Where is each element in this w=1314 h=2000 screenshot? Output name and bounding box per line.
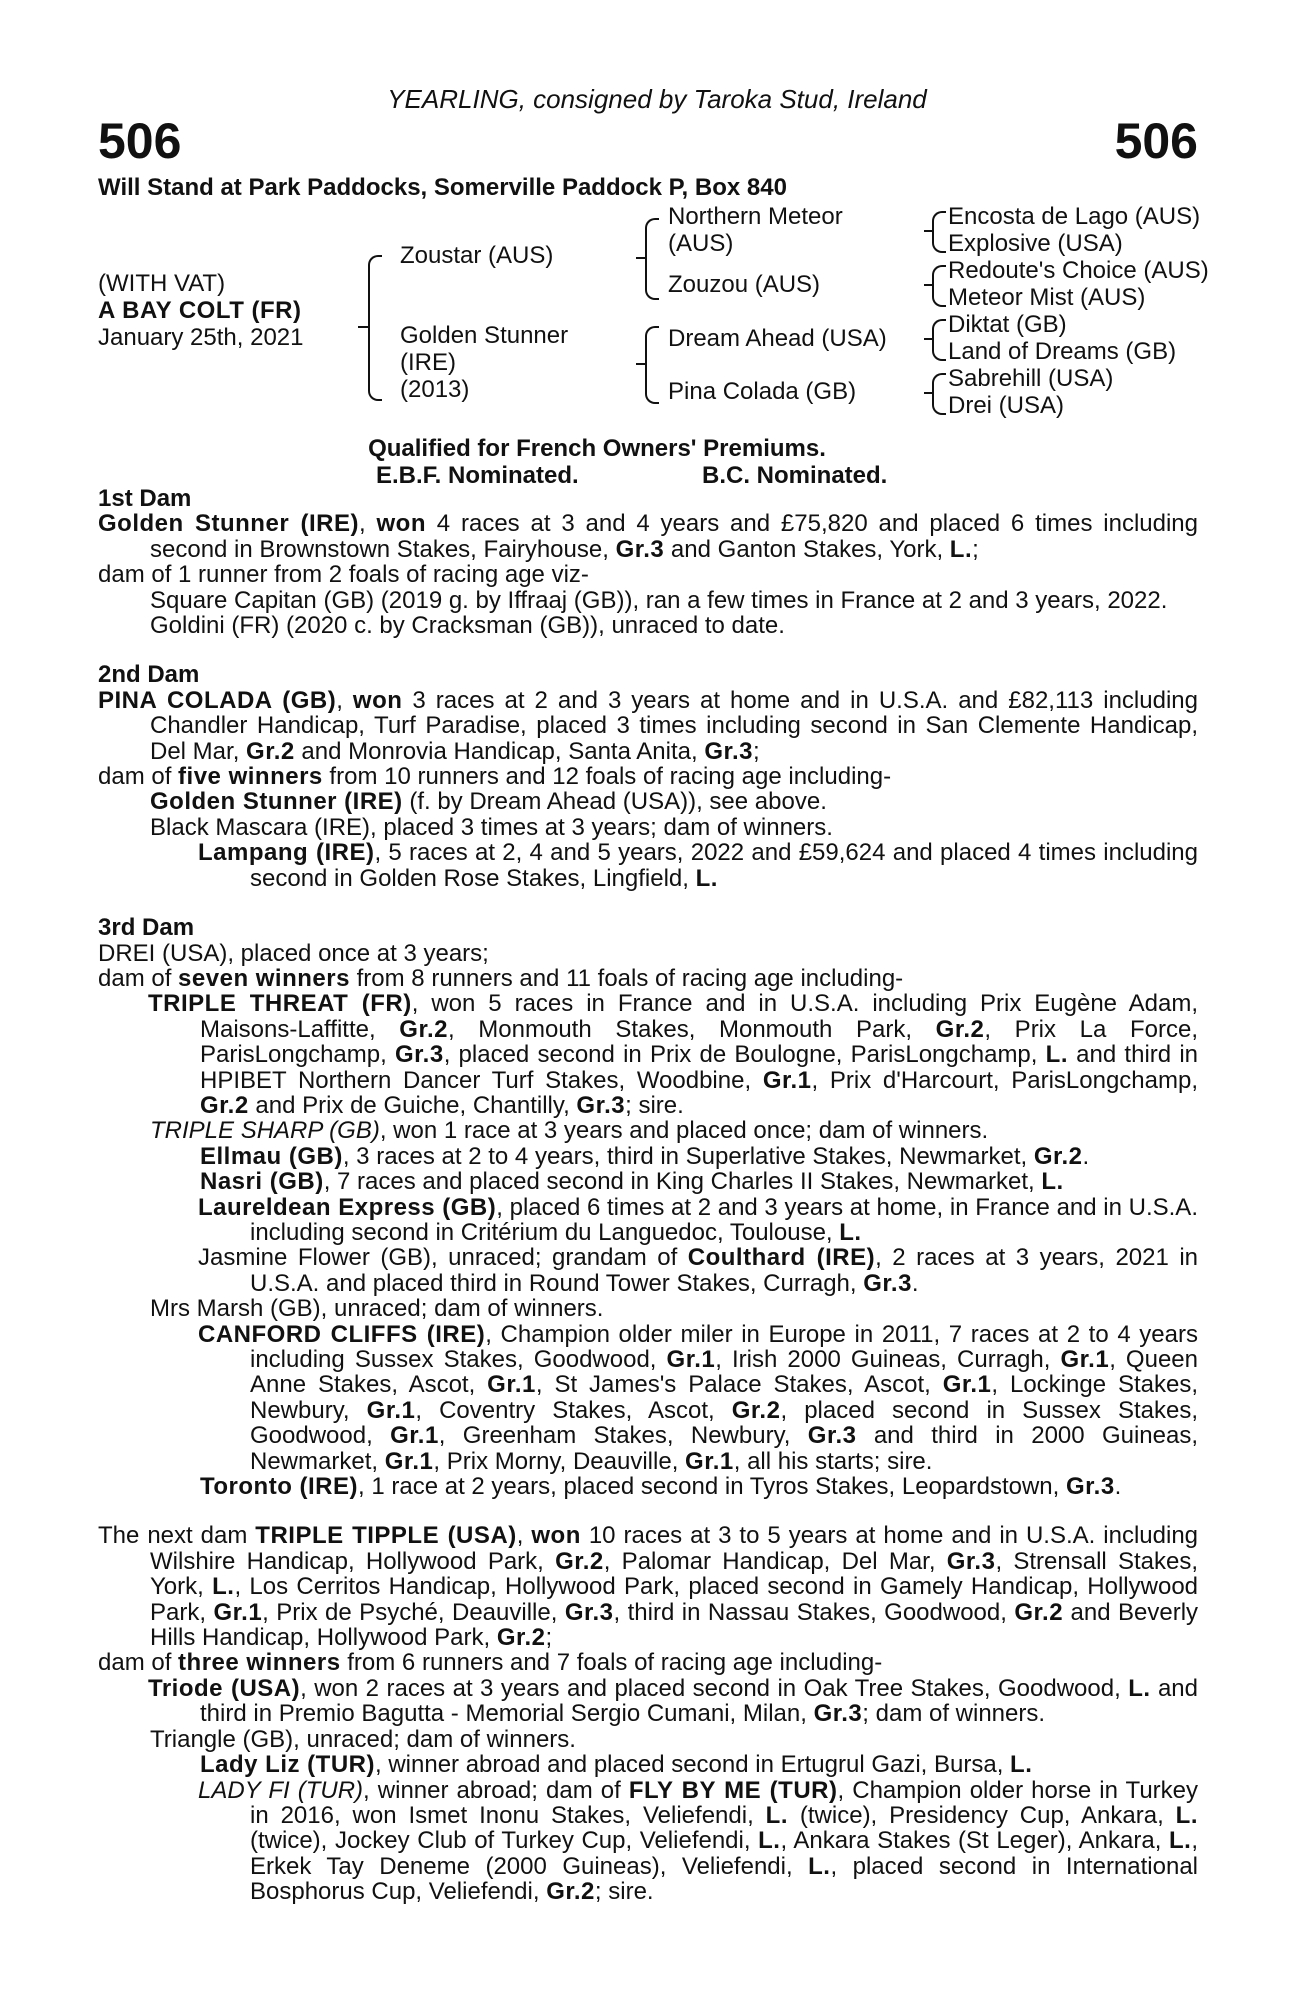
stand-location: Will Stand at Park Paddocks, Somerville Paddock P, Box 840 — [98, 174, 787, 201]
pedigree-sds: Redoute's Choice (AUS) — [948, 257, 1209, 284]
lot-number-left: 506 — [98, 113, 182, 169]
pedigree-dam-line3: (2013) — [400, 376, 470, 403]
pedigree-brace — [932, 265, 946, 307]
section-heading-3rd-dam: 3rd Dam — [98, 914, 195, 942]
produce-entry: Lampang (IRE), 5 races at 2, 4 and 5 years, 2022 and £59,624 and placed 4 times including second in Golden Rose Stakes, Lingfield, L. — [198, 839, 1199, 892]
pedigree-brace-tip — [358, 326, 368, 328]
produce-entry: Black Mascara (IRE), placed 3 times at 3 years; dam of winners. — [150, 813, 833, 841]
produce-entry: CANFORD CLIFFS (IRE), Champion older miler in Europe in 2011, 7 races at 2 to 4 years including Sussex Stakes, Goodwood, Gr.1, Irish 2000 Guineas, Curragh, Gr.1, Queen Anne Stakes, Ascot, Gr.1, St James's Palace Stakes, Ascot, Gr.1, Lockinge Stakes, Newbury, Gr.1, Coventry Stakes, Ascot, Gr.2, placed second in Sussex Stakes, Goodwood, Gr.1, Greenham Stakes, Newbury, Gr.3 and third in 2000 Guineas, Newmarket, Gr.1, Prix Morny, Deauville, Gr.1, all his starts; sire. — [198, 1320, 1199, 1475]
lot-number-right: 506 — [1114, 113, 1198, 169]
produce-entry: Laureldean Express (GB), placed 6 times at 2 and 3 years at home, in France and in U.S.A. including second in Critérium du Languedoc, Toulouse, L. — [198, 1193, 1198, 1246]
produce-entry: Jasmine Flower (GB), unraced; grandam of Coulthard (IRE), 2 races at 3 years, 2021 in U.S.A. and placed third in Round Tower Stakes, Curragh, Gr.3. — [198, 1244, 1199, 1297]
produce-entry: Square Capitan (GB) (2019 g. by Iffraaj (GB)), ran a few times in France at 2 and 3 years, 2022. — [150, 586, 1168, 614]
pedigree-ddd: Drei (USA) — [948, 392, 1065, 419]
produce-entry: TRIPLE SHARP (GB), won 1 race at 3 years and placed once; dam of winners. — [150, 1117, 989, 1145]
pedigree-dss: Diktat (GB) — [948, 311, 1067, 338]
vat-note: (WITH VAT) — [98, 270, 226, 297]
pedigree-sire: Zoustar (AUS) — [400, 242, 554, 269]
first-dam-produce-summary: dam of 1 runner from 2 foals of racing age viz- — [98, 561, 589, 589]
produce-entry: Toronto (IRE), 1 race at 2 years, placed second in Tyros Stakes, Leopardstown, Gr.3. — [200, 1473, 1122, 1501]
pedigree-sire-sire-line2: (AUS) — [668, 230, 734, 257]
produce-entry: Triangle (GB), unraced; dam of winners. — [150, 1725, 576, 1753]
pedigree-dam-dam: Pina Colada (GB) — [668, 378, 857, 405]
pedigree-dds: Sabrehill (USA) — [948, 365, 1114, 392]
pedigree-dam-line2: (IRE) — [400, 349, 456, 376]
pedigree-brace — [932, 211, 946, 253]
produce-entry: LADY FI (TUR), winner abroad; dam of FLY BY ME (TUR), Champion older horse in Turkey in 2016, won Ismet Inonu Stakes, Veliefendi, L. (twice), Presidency Cup, Ankara, L. (twice), Jockey Club of Turkey Cup, Veliefendi, L., Ankara Stakes (St Leger), Ankara, L., Erkek Tay Deneme (2000 Guineas), Veliefendi, L., placed second in International Bosphorus Cup, Veliefendi, Gr.2; sire. — [198, 1776, 1199, 1906]
pedigree-brace — [645, 218, 659, 300]
produce-entry: Golden Stunner (IRE) (f. by Dream Ahead (USA)), see above. — [150, 788, 827, 816]
pedigree-brace-tip — [924, 284, 934, 286]
pedigree-brace — [645, 326, 659, 404]
dam-records — [98, 486, 1198, 1905]
next-dam-record: The next dam TRIPLE TIPPLE (USA), won 10 races at 3 to 5 years at home and in U.S.A. including Wilshire Handicap, Hollywood Park, Gr.2, Palomar Handicap, Del Mar, Gr.3, Strensall Stakes, York, L., Los Cerritos Handicap, Hollywood Park, placed second in Gamely Handicap, Hollywood Park, Gr.1, Prix de Psyché, Deauville, Gr.3, third in Nassau Stakes, Goodwood, Gr.2 and Beverly Hills Handicap, Hollywood Park, Gr.2; — [98, 1522, 1199, 1652]
pedigree-brace-tip — [924, 230, 934, 232]
pedigree-brace — [368, 255, 382, 401]
third-dam-produce-summary: dam of seven winners from 8 runners and 11 foals of racing age including- — [98, 964, 904, 992]
produce-entry: TRIPLE THREAT (FR), won 5 races in France and in U.S.A. including Prix Eugène Adam, Maisons-Laffitte, Gr.2, Monmouth Stakes, Monmouth Park, Gr.2, Prix La Force, ParisLongchamp, Gr.3, placed second in Prix de Boulogne, ParisLongchamp, L. and third in HPIBET Northern Dancer Turf Stakes, Woodbine, Gr.1, Prix d'Harcourt, ParisLongchamp, Gr.2 and Prix de Guiche, Chantilly, Gr.3; sire. — [148, 990, 1199, 1119]
pedigree-brace-tip — [636, 363, 646, 365]
foaling-date: January 25th, 2021 — [98, 324, 304, 351]
french-premiums-note: Qualified for French Owners' Premiums. — [368, 435, 826, 462]
pedigree-brace — [932, 373, 946, 415]
produce-entry: Mrs Marsh (GB), unraced; dam of winners. — [150, 1295, 604, 1323]
pedigree-sss: Encosta de Lago (AUS) — [948, 203, 1201, 230]
section-heading-1st-dam: 1st Dam — [98, 485, 192, 512]
first-dam-record: Golden Stunner (IRE), won 4 races at 3 and 4 years and £75,820 and placed 6 times including second in Brownstown Stakes, Fairyhouse, Gr.3 and Ganton Stakes, York, L.; — [98, 510, 1198, 563]
pedigree-brace-tip — [924, 392, 934, 394]
consignment-header: YEARLING, consigned by Taroka Stud, Ireland — [387, 84, 927, 114]
pedigree-ssd: Explosive (USA) — [948, 230, 1123, 257]
produce-entry: Ellmau (GB), 3 races at 2 to 4 years, third in Superlative Stakes, Newmarket, Gr.2. — [200, 1142, 1090, 1170]
pedigree-sire-sire-line1: Northern Meteor — [668, 203, 843, 230]
produce-entry: Goldini (FR) (2020 c. by Cracksman (GB)), unraced to date. — [150, 612, 785, 640]
pedigree-dam-sire: Dream Ahead (USA) — [668, 325, 887, 352]
next-dam-produce-summary: dam of three winners from 6 runners and 7 foals of racing age including- — [98, 1649, 883, 1677]
pedigree-sdd: Meteor Mist (AUS) — [948, 284, 1146, 311]
second-dam-record: PINA COLADA (GB), won 3 races at 2 and 3 years at home and in U.S.A. and £82,113 including Chandler Handicap, Turf Paradise, placed 3 times including second in San Clemente Handicap, Del Mar, Gr.2 and Monrovia Handicap, Santa Anita, Gr.3; — [98, 686, 1198, 765]
ebf-nomination: E.B.F. Nominated. — [376, 462, 579, 489]
horse-name: A BAY COLT (FR) — [98, 297, 302, 324]
pedigree-brace-tip — [924, 338, 934, 340]
pedigree-brace — [932, 319, 946, 361]
pedigree-sire-dam: Zouzou (AUS) — [668, 271, 821, 298]
second-dam-produce-summary: dam of five winners from 10 runners and 12 foals of racing age including- — [98, 763, 892, 791]
pedigree-dam-line1: Golden Stunner — [400, 322, 569, 349]
produce-entry: Nasri (GB), 7 races and placed second in King Charles II Stakes, Newmarket, L. — [200, 1168, 1064, 1196]
pedigree-dsd: Land of Dreams (GB) — [948, 338, 1177, 365]
third-dam-record: DREI (USA), placed once at 3 years; — [98, 939, 489, 967]
section-heading-2nd-dam: 2nd Dam — [98, 661, 200, 689]
produce-entry: Triode (USA), won 2 races at 3 years and placed second in Oak Tree Stakes, Goodwood, L. and third in Premio Bagutta - Memorial Sergio Cumani, Milan, Gr.3; dam of winners. — [148, 1674, 1198, 1728]
pedigree-brace-tip — [636, 257, 646, 259]
bc-nomination: B.C. Nominated. — [702, 462, 888, 489]
produce-entry: Lady Liz (TUR), winner abroad and placed second in Ertugrul Gazi, Bursa, L. — [200, 1751, 1033, 1779]
